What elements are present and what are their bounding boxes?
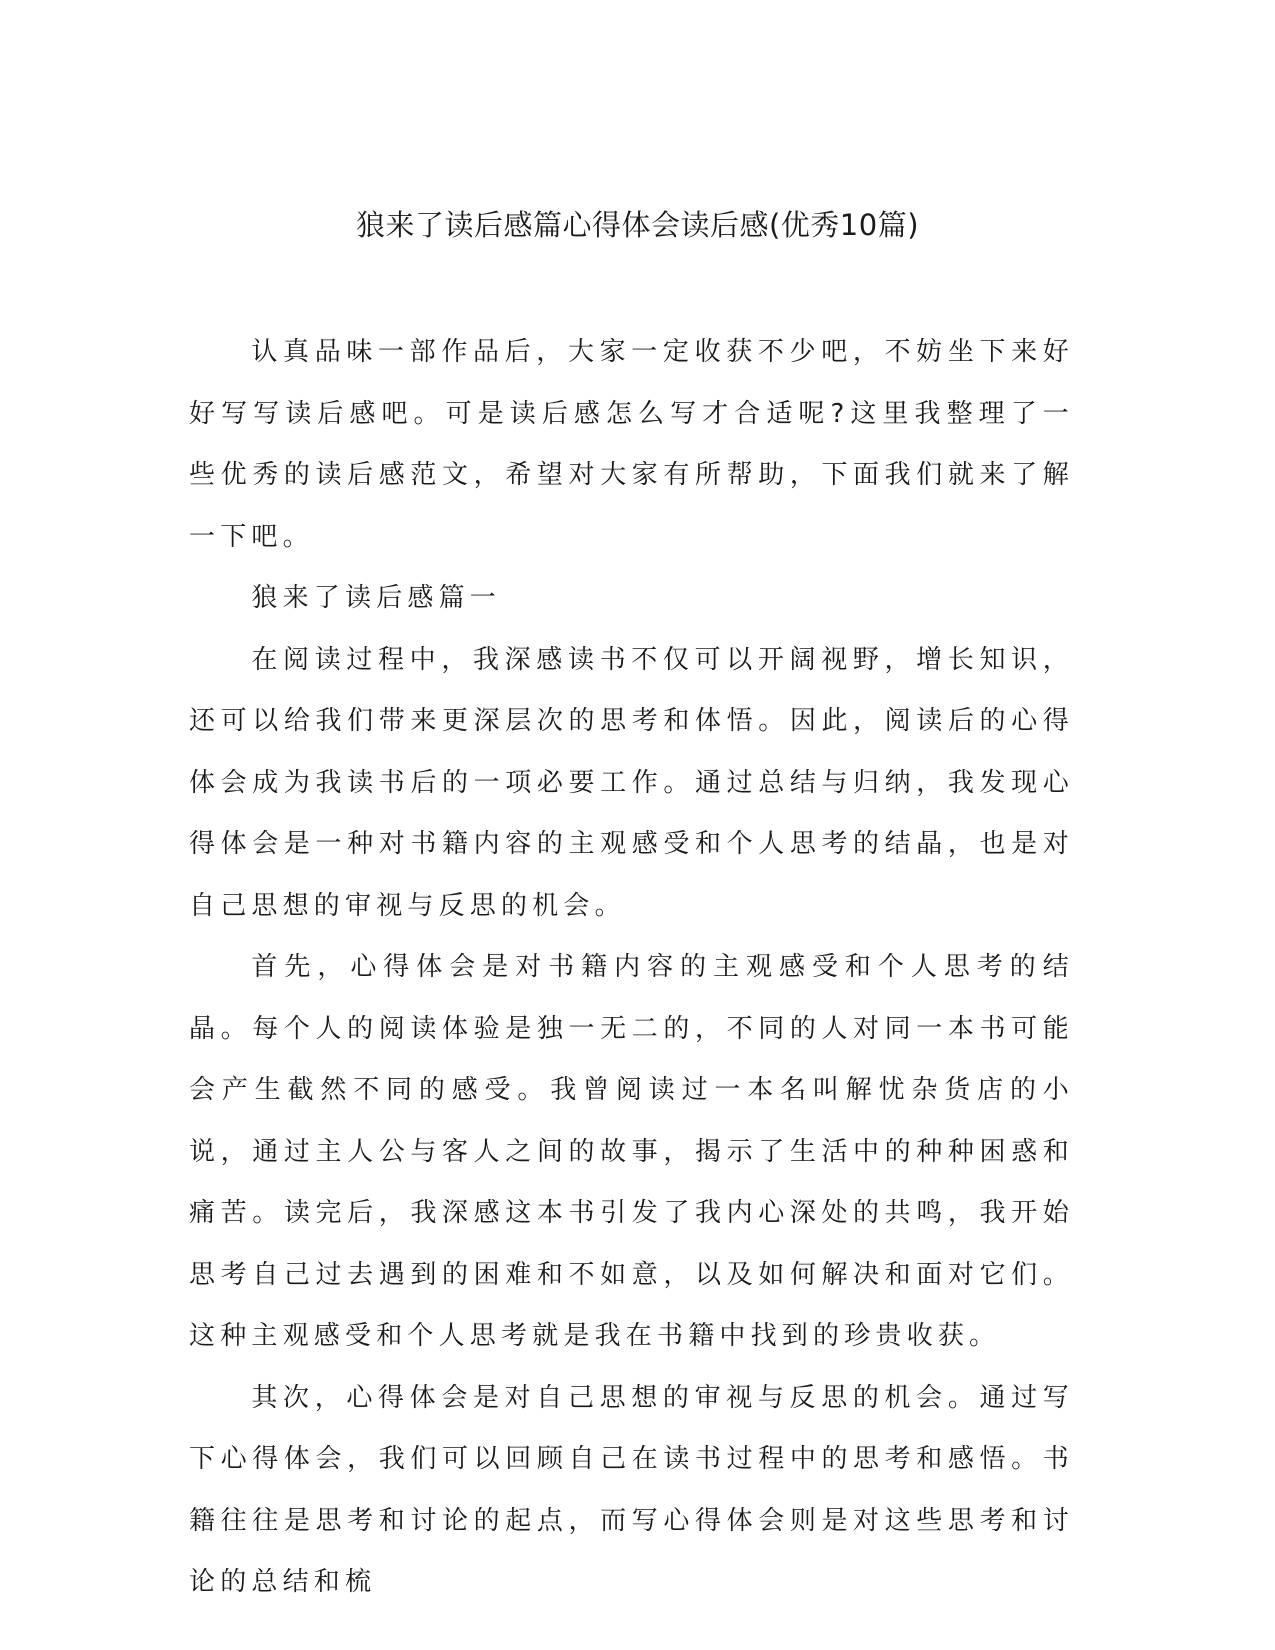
intro-paragraph: 认真品味一部作品后，大家一定收获不少吧，不妨坐下来好好写写读后感吧。可是读后感怎么写才合适呢?这里我整理了一些优秀的读后感范文，希望对大家有所帮助，下面我们就来了解一下吧。 — [189, 337, 1074, 552]
document-body — [189, 322, 1074, 1614]
body-paragraph: 其次，心得体会是对自己思想的审视与反思的机会。通过写下心得体会，我们可以回顾自己在读书过程中的思考和感悟。书籍往往是思考和讨论的起点，而写心得体会则是对这些思考和讨论的总结和梳 — [189, 1382, 1074, 1597]
document-title: 狼来了读后感篇心得体会读后感(优秀10篇) — [355, 208, 920, 242]
body-paragraph: 首先，心得体会是对书籍内容的主观感受和个人思考的结晶。每个人的阅读体验是独一无二的，不同的人对同一本书可能会产生截然不同的感受。我曾阅读过一本名叫解忧杂货店的小说，通过主人公与客人之间的故事，揭示了生活中的种种困惑和痛苦。读完后，我深感这本书引发了我内心深处的共鸣，我开始思考自己过去遇到的困难和不如意，以及如何解决和面对它们。这种主观感受和个人思考就是我在书籍中找到的珍贵收获。 — [189, 952, 1074, 1351]
body-paragraph: 在阅读过程中，我深感读书不仅可以开阔视野，增长知识，还可以给我们带来更深层次的思考和体悟。因此，阅读后的心得体会成为我读书后的一项必要工作。通过总结与归纳，我发现心得体会是一种对书籍内容的主观感受和个人思考的结晶，也是对自己思想的审视与反思的机会。 — [189, 644, 1074, 921]
section-heading: 狼来了读后感篇一 — [251, 583, 501, 613]
